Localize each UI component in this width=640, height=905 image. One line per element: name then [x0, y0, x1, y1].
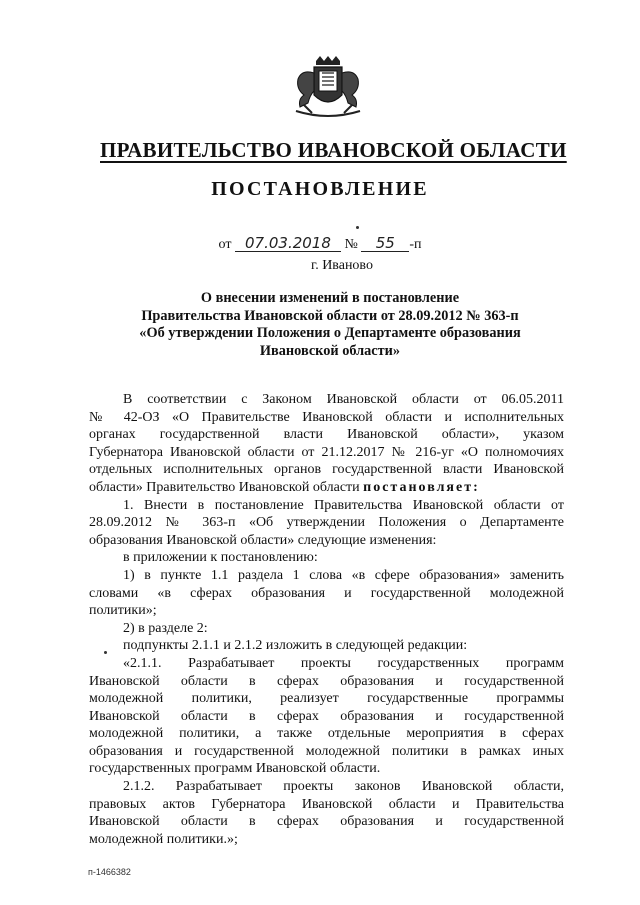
decree-body [89, 391, 564, 848]
body-line: государственных программ Ивановской области. [89, 761, 381, 777]
body-line: Губернатора Ивановской области от 21.12.2017 № 216-уг «О полномочиях [89, 444, 564, 460]
number-sign: № [344, 237, 358, 252]
body-line: молодежной политики, а также отдельные мероприятия в сферах [89, 726, 564, 742]
number-suffix: -п [409, 237, 422, 252]
subject-line: «Об утверждении Положения о Департаменте образования [139, 325, 521, 342]
subject-line: Ивановской области» [259, 342, 401, 359]
decree-date: 07.03.2018 [235, 236, 341, 252]
document-type-title: ПОСТАНОВЛЕНИЕ [211, 178, 429, 200]
body-line: 1) в пункте 1.1 раздела 1 слова «в сфере образования» заменить [123, 567, 564, 583]
coat-of-arms-emblem [286, 55, 370, 119]
government-title: ПРАВИТЕЛЬСТВО ИВАНОВСКОЙ ОБЛАСТИ [100, 138, 567, 162]
subject-line: Правительства Ивановской области от 28.09.2012 № 363-п [141, 307, 519, 324]
body-line: молодежной политики, реализует государственные программы [89, 691, 564, 707]
body-line: Ивановской области в сферах образования и государственной [89, 673, 564, 689]
body-line: 28.09.2012 № 363-п «Об утверждении Положения о Департаменте [89, 515, 564, 531]
body-line: образования Ивановской области» следующие изменения: [89, 532, 437, 548]
body-line: политики»; [89, 603, 157, 619]
body-text: области» Правительство Ивановской области [89, 479, 360, 495]
body-line: органах государственной власти Ивановской области», указом [89, 427, 564, 443]
body-line: 2.1.2. Разрабатывает проекты законов Ивановской области, [123, 779, 564, 795]
document-code: п-1466382 [88, 867, 131, 877]
decree-number-line [0, 236, 640, 253]
body-line: В соответствии с Законом Ивановской области от 06.05.2011 [123, 392, 564, 407]
body-line: 2) в разделе 2: [123, 620, 208, 636]
body-line [89, 479, 564, 497]
body-line: Ивановской области в сферах образования и государственной [89, 814, 564, 830]
body-line: отдельных исполнительных органов государственной власти Ивановской [89, 462, 564, 478]
decree-subject [80, 290, 580, 360]
body-line: правовых актов Губернатора Ивановской области и Правительства [89, 796, 564, 812]
subject-line: О внесении изменений в постановление [200, 290, 460, 306]
scan-speck [356, 226, 359, 229]
body-line: 1. Внести в постановление Правительства Ивановской области от [123, 497, 564, 513]
body-line: подпункты 2.1.1 и 2.1.2 изложить в следующей редакции: [123, 638, 468, 654]
body-line: в приложении к постановлению: [123, 550, 318, 566]
scan-speck [104, 651, 107, 654]
body-line: словами «в сферах образования и государственной молодежной [89, 585, 564, 601]
date-prefix: от [218, 237, 232, 252]
body-line: Ивановской области в сферах образования и государственной [89, 708, 564, 724]
resolves-word: постановляет: [363, 479, 480, 495]
body-line: образования и государственной молодежной политики в рамках иных [89, 743, 564, 759]
body-line: № 42-ОЗ «О Правительстве Ивановской области и исполнительных [89, 409, 564, 425]
city-name: г. Иваново [311, 258, 373, 273]
body-line: молодежной политики.»; [89, 831, 238, 847]
decree-number: 55 [361, 236, 409, 252]
body-line: «2.1.1. Разрабатывает проекты государственных программ [123, 655, 564, 671]
